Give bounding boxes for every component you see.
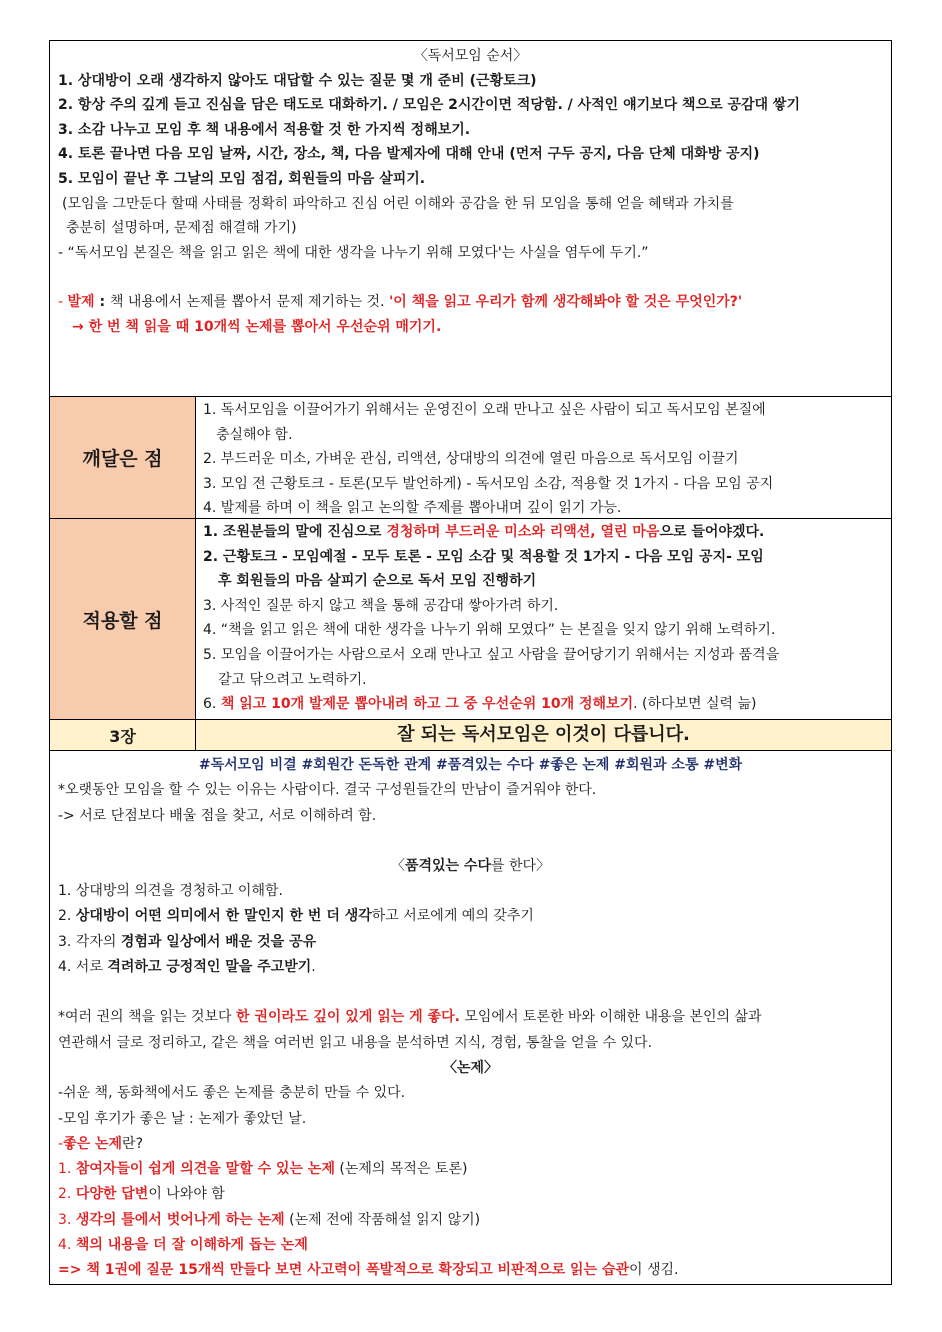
order-item-2: 2. 항상 주의 깊게 듣고 진심을 담은 태도로 대화하기. / 모임은 2시간이면 적당함. / 사적인 얘기보다 책으로 공감대 쌓기 <box>58 97 800 114</box>
order-item-1: 1. 상대방이 오래 생각하지 않아도 대답할 수 있는 질문 몇 개 준비 (근황토크) <box>58 72 537 89</box>
apply-item-2: 2. 근황토크 - 모임예절 - 모두 토론 - 모임 소감 및 적용할 것 1가지 - 다음 모임 공지- 모임 <box>203 548 764 565</box>
spacer <box>58 265 883 290</box>
good-nonje-item-2 <box>58 1182 883 1207</box>
final-conclusion <box>58 1258 883 1283</box>
apply-item-6-highlight: 책 읽고 10개 발제문 뽑아내려 하고 그 중 우선순위 10개 정해보기 <box>220 696 634 713</box>
chapter-row <box>50 720 891 751</box>
final-rest: 이 생김. <box>629 1262 679 1279</box>
deep-reading-paragraph <box>58 1005 883 1030</box>
good-q-rest: 란? <box>122 1135 144 1152</box>
realized-content <box>196 397 891 518</box>
essence-quote: - “독서모임 본질은 책을 읽고 읽은 책에 대한 생각을 나누기 위해 모였다'는 사실을 염두에 두기.” <box>58 244 649 261</box>
document-page <box>49 40 892 1285</box>
good-item-3-num: 3. <box>58 1211 76 1228</box>
suda-title-open: 〈 <box>390 857 405 874</box>
chapter-notes-section <box>50 751 891 1284</box>
realized-item-1: 1. 독서모임을 이끌어가기 위해서는 운영진이 오래 만나고 싶은 사람이 되고 독서모임 본질에 <box>203 402 766 418</box>
apply-item-1-highlight: 경청하며 부드러운 미소와 리액션, 열린 마음 <box>386 524 660 540</box>
good-item-3-rest: (논제 전에 작품해설 읽지 않기) <box>284 1211 481 1228</box>
good-nonje-item-3 <box>58 1208 883 1233</box>
para-highlight: 한 권이라도 깊이 있게 읽는 게 좋다. <box>236 1009 460 1026</box>
realized-item-2: 2. 부드러운 미소, 가벼운 관심, 리액션, 상대방의 의견에 열린 마음으로 독서모임 이끌기 <box>203 451 739 468</box>
apply-item-3: 3. 사적인 질문 하지 않고 책을 통해 공감대 쌓아가려 하기. <box>203 597 559 614</box>
apply-item-6-num: 6. <box>203 696 221 713</box>
good-q-term: 좋은 논제 <box>63 1135 123 1152</box>
chapter-title: 잘 되는 독서모임은 이것이 다릅니다. <box>397 723 690 745</box>
suda-item-1: 1. 상대방의 의견을 경청하고 이해함. <box>58 883 283 900</box>
order-item-5: 5. 모임이 끝난 후 그날의 모임 점검, 회원들의 마음 살피기. <box>58 170 426 187</box>
spacer <box>58 980 883 1005</box>
section-title: 〈독서모임 순서〉 <box>413 48 528 64</box>
suda-item-4 <box>58 955 883 980</box>
balje-question: '이 책을 읽고 우리가 함께 생각해봐야 할 것은 무엇인가?' <box>388 294 743 311</box>
balje-term: 발제 <box>67 294 95 311</box>
good-item-4-highlight: 책의 내용을 더 잘 이해하게 돕는 논제 <box>75 1237 308 1254</box>
good-nonje-item-4 <box>58 1233 883 1258</box>
balje-desc: 책 내용에서 논제를 뽑아서 문제 제기하는 것. <box>109 294 389 311</box>
apply-item-1 <box>203 520 885 545</box>
good-nonje-question <box>58 1132 883 1157</box>
note-line-2: 충분히 설명하며, 문제점 해결해 가기) <box>66 220 297 237</box>
suda-item-2 <box>58 904 883 929</box>
nonje-title: 〈논제〉 <box>442 1059 499 1076</box>
suda-item-2-rest: 하고 서로에게 예의 갖추기 <box>371 908 534 925</box>
good-q-dash: - <box>58 1135 64 1152</box>
apply-content <box>196 519 891 719</box>
hashtags: #독서모임 비결 #회원간 돈독한 관계 #품격있는 수다 #좋은 논제 #회원과 소통 #변화 <box>198 757 743 773</box>
spacer <box>58 829 883 854</box>
suda-item-3-a: 3. 각자의 <box>58 933 121 950</box>
good-item-3-highlight: 생각의 틀에서 벗어나게 하는 논제 <box>75 1211 285 1228</box>
suda-item-3-bold: 경험과 일상에서 배운 것을 공유 <box>120 933 317 950</box>
apply-row <box>50 519 891 720</box>
balje-definition <box>58 290 883 315</box>
suda-item-4-a: 4. 서로 <box>58 959 108 976</box>
nonje-line-1: -쉬운 책, 동화책에서도 좋은 논제를 충분히 만들 수 있다. <box>58 1085 406 1102</box>
apply-item-6-rest: . (하다보면 실력 늚) <box>633 696 757 713</box>
realized-item-4: 4. 발제를 하며 이 책을 읽고 논의할 주제를 뽑아내며 깊이 읽기 가능. <box>203 500 622 517</box>
good-item-4-num: 4. <box>58 1237 76 1254</box>
good-item-1-num: 1. <box>58 1161 76 1178</box>
final-arrow: => <box>58 1262 87 1279</box>
notes-line-2: -> 서로 단점보다 배울 점을 찾고, 서로 이해하려 함. <box>58 807 377 824</box>
notes-line-1: *오랫동안 모임을 할 수 있는 이유는 사람이다. 결국 구성원들간의 만남이 즐거워야 한다. <box>58 782 597 799</box>
suda-item-2-num: 2. <box>58 908 76 925</box>
para-b: 모임에서 토론한 바와 이해한 내용을 본인의 삶과 <box>459 1009 762 1026</box>
balje-dash: - <box>58 294 68 311</box>
good-item-1-rest: (논제의 목적은 토론) <box>334 1161 468 1178</box>
apply-item-2-cont: 후 회원들의 마음 살피기 순으로 독서 모임 진행하기 <box>218 573 537 590</box>
apply-item-5: 5. 모임을 이끌어가는 사람으로서 오래 만나고 싶고 사람을 끌어당기기 위해서는 지성과 품격을 <box>203 646 780 663</box>
realized-label: 깨달은 점 <box>50 397 196 518</box>
suda-item-2-bold: 상대방이 어떤 의미에서 한 말인지 한 번 더 생각 <box>75 908 372 925</box>
good-nonje-item-1 <box>58 1157 883 1182</box>
order-item-4: 4. 토론 끝나면 다음 모임 날짜, 시간, 장소, 책, 다음 발제자에 대해 안내 (먼저 구두 공지, 다음 단체 대화방 공지) <box>58 146 760 163</box>
suda-title <box>58 854 883 879</box>
final-highlight: 책 1권에 질문 15개씩 만들다 보면 사고력이 폭발적으로 확장되고 비판적으로 읽는 습관 <box>86 1262 629 1279</box>
suda-title-rest: 를 한다〉 <box>491 857 551 874</box>
good-item-2-rest: 이 나와야 함 <box>148 1186 225 1203</box>
suda-item-4-c: . <box>311 959 316 976</box>
balje-colon: : <box>94 294 110 311</box>
apply-item-6 <box>203 692 885 717</box>
chapter-label: 3장 <box>50 720 196 750</box>
realized-item-1-cont: 충실해야 함. <box>216 426 293 443</box>
para-a: *여러 권의 책을 읽는 것보다 <box>58 1009 237 1026</box>
suda-item-4-bold: 격려하고 긍정적인 말을 주고받기 <box>107 959 312 976</box>
apply-item-5-cont: 갈고 닦으려고 노력하기. <box>218 671 367 688</box>
apply-label: 적용할 점 <box>50 519 196 719</box>
good-item-1-highlight: 참여자들이 쉽게 의견을 말할 수 있는 논제 <box>75 1161 335 1178</box>
realized-row <box>50 397 891 519</box>
apply-item-1-c: 으로 들어야겠다. <box>659 524 765 540</box>
apply-item-4: 4. “책을 읽고 읽은 책에 대한 생각을 나누기 위해 모였다” 는 본질을 잊지 않기 위해 노력하기. <box>203 622 776 639</box>
order-item-3: 3. 소감 나누고 모임 후 책 내용에서 적용할 것 한 가지씩 정해보기. <box>58 121 471 138</box>
balje-arrow-line: → 한 번 책 읽을 때 10개씩 논제를 뽑아서 우선순위 매기기. <box>72 318 442 335</box>
reading-club-order-section <box>50 41 891 397</box>
suda-item-3 <box>58 930 883 955</box>
good-item-2-num: 2. <box>58 1186 76 1203</box>
realized-item-3: 3. 모임 전 근황토크 - 토론(모두 발언하게) - 독서모임 소감, 적용할 것 1가지 - 다음 모임 공지 <box>203 475 774 492</box>
nonje-line-2: -모임 후기가 좋은 날 : 논제가 좋았던 날. <box>58 1110 307 1127</box>
suda-title-bold: 품격있는 수다 <box>404 857 491 874</box>
deep-reading-paragraph-line-2: 연관해서 글로 정리하고, 같은 책을 여러번 읽고 내용을 분석하면 지식, 경험, 통찰을 얻을 수 있다. <box>58 1034 653 1051</box>
note-line-1: (모임을 그만둔다 할때 사태를 정확히 파악하고 진심 어린 이해와 공감을 한 뒤 모임을 통해 얻을 혜택과 가치를 <box>62 195 734 212</box>
good-item-2-highlight: 다양한 답변 <box>75 1186 149 1203</box>
apply-item-1-a: 1. 조원분들의 말에 진심으로 <box>203 524 387 540</box>
